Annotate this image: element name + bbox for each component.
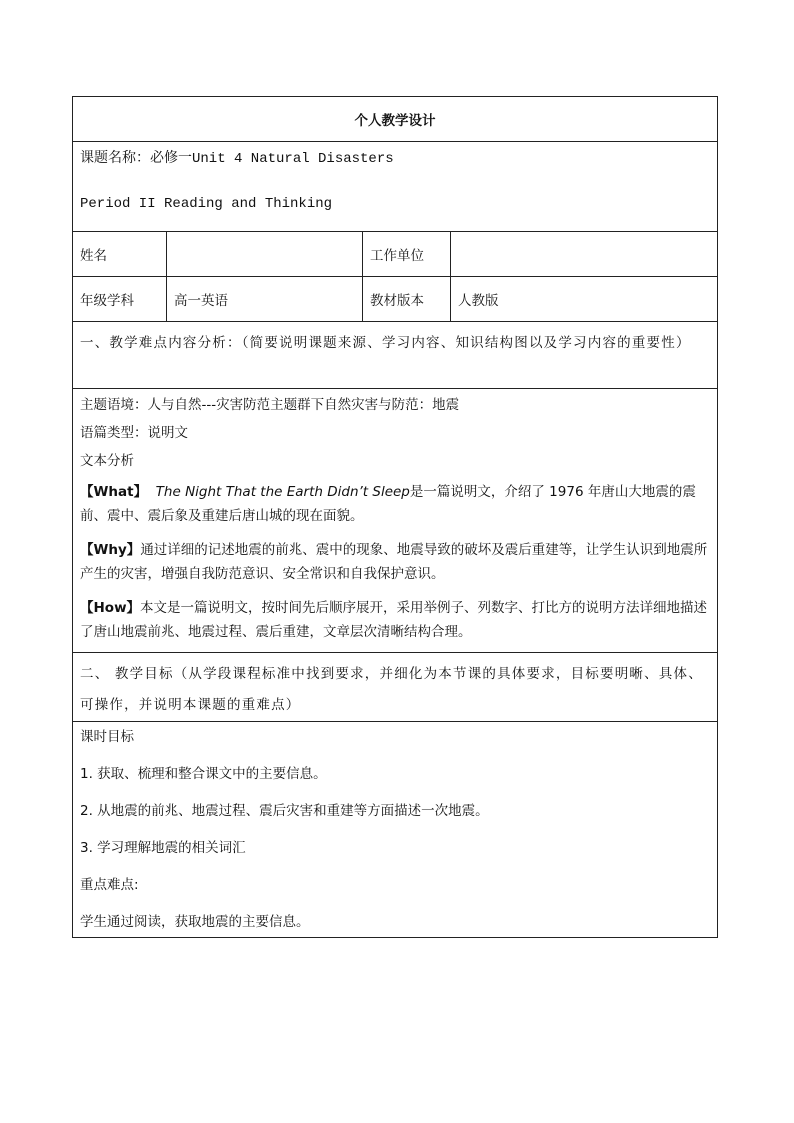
goals-heading: 课时目标 [80, 729, 134, 745]
goal-item-3: 3. 学习理解地震的相关词汇 [80, 840, 246, 856]
section-1-heading: 一、教学难点内容分析：（简要说明课题来源、学习内容、知识结构图以及学习内容的重要性） [80, 335, 691, 351]
section-1-heading-cell [73, 322, 718, 389]
what-body: 是一篇说明文，介绍了 1976 年唐山大地震的震前、震中、震后象及重建后唐山城的现在面貌。 [80, 484, 696, 524]
why-paragraph [80, 538, 710, 586]
how-paragraph [80, 596, 710, 644]
section-2-heading-cell [73, 653, 718, 722]
name-label: 姓名 [73, 232, 167, 277]
how-tag: 【How】 [80, 600, 141, 616]
topic-cell [73, 142, 718, 232]
work-unit-label: 工作单位 [363, 232, 451, 277]
name-value [167, 232, 363, 277]
table-title: 个人教学设计 [73, 97, 718, 142]
grade-subject-label: 年级学科 [73, 277, 167, 322]
theme-context: 主题语境：人与自然---灾害防范主题群下自然灾害与防范：地震 [80, 397, 460, 413]
text-analysis-label: 文本分析 [80, 453, 134, 469]
textbook-edition-label: 教材版本 [363, 277, 451, 322]
goals-cell [73, 722, 718, 938]
key-points-label: 重点难点: [80, 877, 139, 893]
what-tag: 【What】 [80, 484, 148, 500]
text-title: The Night That the Earth Didn’t Sleep [155, 484, 410, 500]
topic-line-2: Period II Reading and Thinking [80, 196, 333, 212]
goal-item-1: 1. 获取、梳理和整合课文中的主要信息。 [80, 766, 327, 782]
what-paragraph [80, 480, 710, 528]
textbook-edition-value: 人教版 [451, 277, 718, 322]
how-body: 本文是一篇说明文，按时间先后顺序展开，采用举例子、列数字、打比方的说明方法详细地描述了唐山地震前兆、地震过程、震后重建，文章层次清晰结构合理。 [80, 600, 708, 640]
section-2-heading: 二、 教学目标（从学段课程标准中找到要求，并细化为本节课的具体要求，目标要明晰、具体、可操作，并说明本课题的重难点） [80, 666, 703, 713]
why-body: 通过详细的记述地震的前兆、震中的现象、地震导致的破坏及震后重建等，让学生认识到地震所产生的灾害，增强自我防范意识、安全常识和自我保护意识。 [80, 542, 708, 582]
work-unit-value [451, 232, 718, 277]
key-points-body: 学生通过阅读，获取地震的主要信息。 [80, 914, 310, 930]
goal-item-2: 2. 从地震的前兆、地震过程、震后灾害和重建等方面描述一次地震。 [80, 803, 489, 819]
analysis-cell [73, 389, 718, 653]
grade-subject-value: 高一英语 [167, 277, 363, 322]
why-tag: 【Why】 [80, 542, 141, 558]
topic-line-1: 课题名称：必修一Unit 4 Natural Disasters [80, 151, 394, 167]
lesson-plan-table [72, 96, 718, 938]
text-genre: 语篇类型：说明文 [80, 425, 188, 441]
